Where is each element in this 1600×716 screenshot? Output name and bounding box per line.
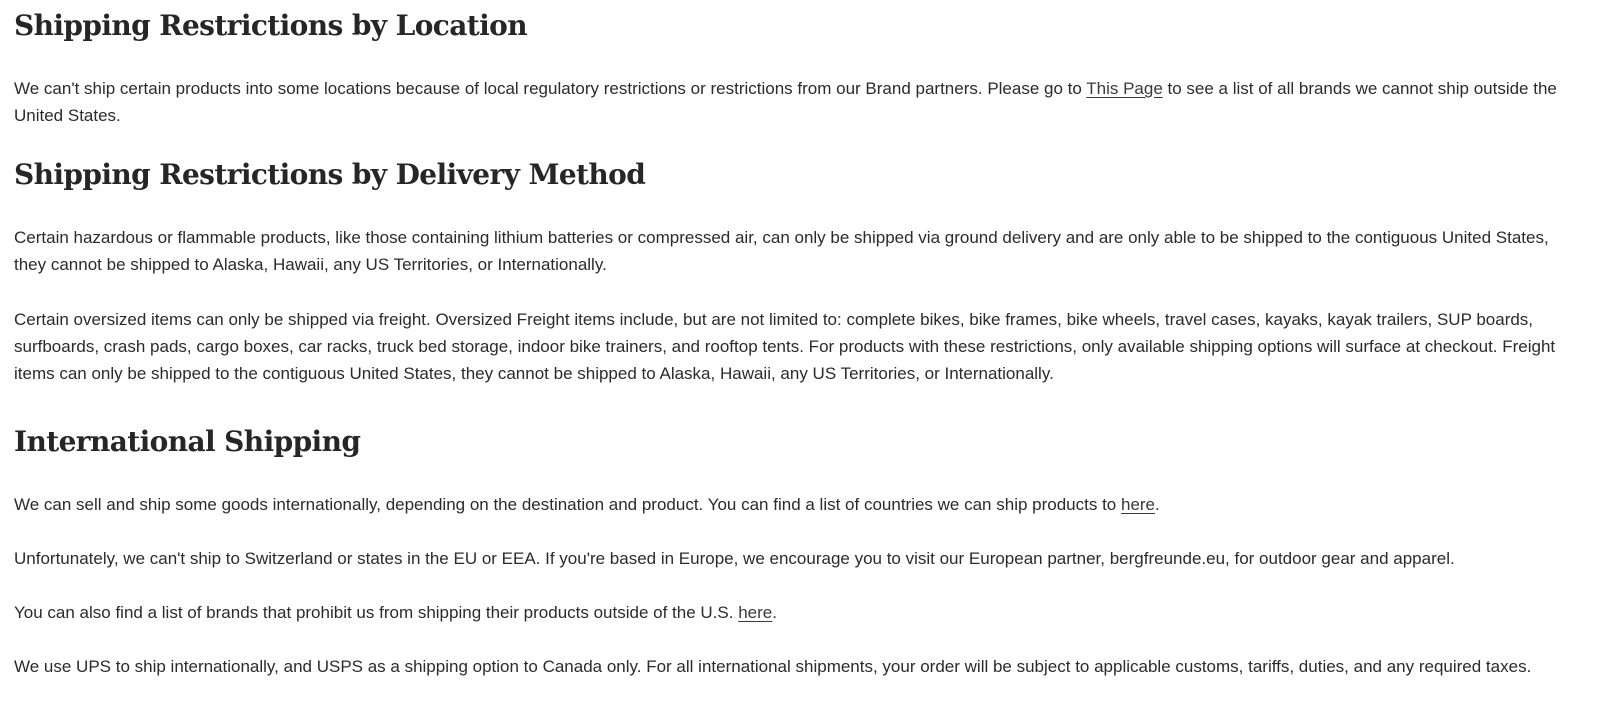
heading-shipping-restrictions-location: Shipping Restrictions by Location — [14, 9, 527, 42]
heading-shipping-restrictions-delivery: Shipping Restrictions by Delivery Method — [14, 158, 646, 191]
brands-here-link[interactable]: here — [738, 603, 773, 622]
brands-text-after: . — [772, 603, 777, 622]
countries-here-link[interactable]: here — [1120, 495, 1156, 514]
hazardous-products-paragraph: Certain hazardous or flammable products, like those containing lithium batteries or compressed air, can only be shipped via ground delivery and are only able to be shipped to the contiguous United States, they cannot be shipped to Alaska, Hawaii, any US Territories, or Internationally. — [14, 228, 1549, 274]
brands-prohibit-paragraph — [14, 599, 1576, 626]
eu-restriction-paragraph: Unfortunately, we can't ship to Switzerland or states in the EU or EEA. If you're based in Europe, we encourage you to visit our European partner, bergfreunde.eu, for outdoor gear and apparel. — [14, 549, 1455, 568]
international-countries-paragraph — [14, 491, 1576, 518]
countries-text-before: We can sell and ship some goods internationally, depending on the destination and product. You can find a list of countries we can ship products to — [14, 495, 1121, 514]
location-text-before: We can't ship certain products into some locations because of local regulatory restrictions or restrictions from our Brand partners. Please go to — [14, 79, 1087, 98]
location-restrictions-paragraph — [14, 75, 1576, 129]
ups-usps-paragraph: We use UPS to ship internationally, and USPS as a shipping option to Canada only. For all international shipments, your order will be subject to applicable customs, tariffs, duties, and any required taxes. — [14, 657, 1532, 676]
location-text-after: to see a list of all brands we cannot ship outside the United States. — [14, 79, 1557, 125]
countries-text-after: . — [1155, 495, 1160, 514]
brands-text-before: You can also find a list of brands that prohibit us from shipping their products outside of the U.S. — [14, 603, 739, 622]
heading-international-shipping: International Shipping — [14, 425, 361, 458]
oversized-freight-paragraph: Certain oversized items can only be shipped via freight. Oversized Freight items include, but are not limited to: complete bikes, bike frames, bike wheels, travel cases, kayaks, kayak trailers, SUP boards, surfboards, crash pads, cargo boxes, car racks, truck bed storage, indoor bike trainers, and rooftop tents. For products with these restrictions, only available shipping options will surface at checkout. Freight items can only be shipped to the contiguous United States, they cannot be shipped to Alaska, Hawaii, any US Territories, or Internationally. — [14, 310, 1556, 383]
this-page-link[interactable]: This Page — [1086, 79, 1163, 98]
